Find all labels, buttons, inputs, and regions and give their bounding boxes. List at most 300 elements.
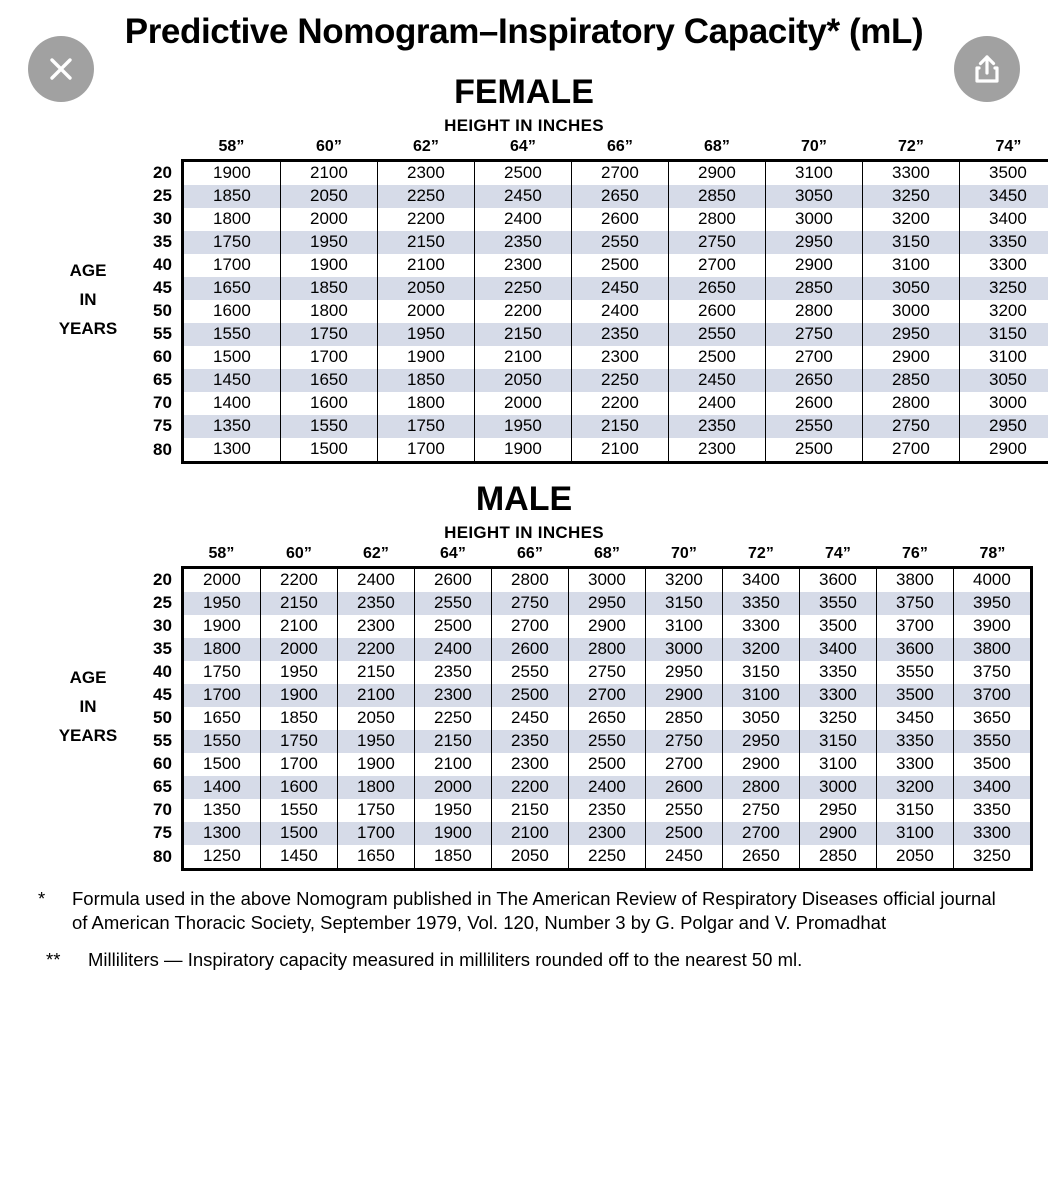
table-cell: 3550	[953, 730, 1031, 753]
table-cell: 2850	[799, 845, 876, 870]
table-cell: 1800	[377, 392, 474, 415]
table-cell: 3100	[765, 160, 862, 185]
table-cell: 2700	[645, 753, 722, 776]
table-row	[152, 346, 1048, 369]
column-header: 70”	[801, 137, 827, 155]
table-cell: 1750	[337, 799, 414, 822]
close-button[interactable]	[28, 36, 94, 102]
column-header: 70”	[671, 544, 697, 562]
table-cell: 2950	[765, 231, 862, 254]
row-age-label: 70	[152, 799, 182, 822]
age-axis-line-3: YEARS	[58, 726, 118, 746]
height-header-male: HEIGHT IN INCHES	[444, 522, 604, 542]
age-axis-label-female	[24, 257, 152, 344]
column-header: 68”	[594, 544, 620, 562]
table-cell: 3150	[959, 323, 1048, 346]
table-cell: 2200	[337, 638, 414, 661]
table-cell: 2750	[722, 799, 799, 822]
table-cell: 2350	[668, 415, 765, 438]
table-cell: 3400	[953, 776, 1031, 799]
share-icon	[972, 53, 1002, 85]
table-cell: 2600	[491, 638, 568, 661]
table-cell: 1650	[182, 277, 280, 300]
table-cell: 1900	[182, 160, 280, 185]
table-cell: 1500	[280, 438, 377, 463]
table-cell: 2300	[414, 684, 491, 707]
table-cell: 2900	[568, 615, 645, 638]
table-cell: 2650	[668, 277, 765, 300]
table-cell: 3150	[645, 592, 722, 615]
table-cell: 3350	[799, 661, 876, 684]
table-cell: 2500	[645, 822, 722, 845]
table-cell: 2500	[668, 346, 765, 369]
column-header: 74”	[825, 544, 851, 562]
table-header-row	[152, 545, 1031, 568]
column-header: 60”	[286, 544, 312, 562]
table-cell: 1400	[182, 776, 260, 799]
table-cell: 1850	[377, 369, 474, 392]
table-cell: 1700	[377, 438, 474, 463]
table-cell: 2750	[568, 661, 645, 684]
table-cell: 2150	[377, 231, 474, 254]
row-age-label: 40	[152, 661, 182, 684]
table-cell: 2650	[765, 369, 862, 392]
table-cell: 2600	[668, 300, 765, 323]
table-cell: 1700	[182, 254, 280, 277]
corner-cell	[152, 138, 182, 161]
table-cell: 1400	[182, 392, 280, 415]
table-cell: 2900	[799, 822, 876, 845]
row-age-label: 60	[152, 346, 182, 369]
column-header: 64”	[440, 544, 466, 562]
table-cell: 3100	[862, 254, 959, 277]
table-cell: 1350	[182, 799, 260, 822]
table-row	[152, 753, 1031, 776]
table-cell: 1950	[260, 661, 337, 684]
table-cell: 1450	[182, 369, 280, 392]
table-cell: 2100	[280, 160, 377, 185]
table-cell: 2150	[474, 323, 571, 346]
table-cell: 3250	[953, 845, 1031, 870]
table-cell: 2250	[414, 707, 491, 730]
table-cell: 1800	[337, 776, 414, 799]
table-cell: 3550	[799, 592, 876, 615]
table-cell: 2050	[474, 369, 571, 392]
table-cell: 3150	[799, 730, 876, 753]
table-cell: 2350	[568, 799, 645, 822]
table-cell: 2200	[260, 567, 337, 592]
table-cell: 2450	[571, 277, 668, 300]
table-cell: 3250	[862, 185, 959, 208]
table-cell: 3300	[862, 160, 959, 185]
table-cell: 1700	[280, 346, 377, 369]
nomogram-table-female	[152, 138, 1048, 464]
table-cell: 2850	[765, 277, 862, 300]
table-header-row	[152, 138, 1048, 161]
table-cell: 1750	[260, 730, 337, 753]
table-cell: 2250	[568, 845, 645, 870]
table-cell: 2700	[722, 822, 799, 845]
table-cell: 2850	[668, 185, 765, 208]
table-cell: 2150	[337, 661, 414, 684]
table-cell: 2950	[568, 592, 645, 615]
row-age-label: 70	[152, 392, 182, 415]
table-cell: 1950	[377, 323, 474, 346]
column-header: 62”	[363, 544, 389, 562]
table-row	[152, 185, 1048, 208]
table-cell: 2600	[765, 392, 862, 415]
table-body-female	[152, 160, 1048, 462]
height-header-female: HEIGHT IN INCHES	[444, 115, 604, 135]
table-row	[152, 684, 1031, 707]
age-axis-line-1: AGE	[69, 261, 107, 281]
row-age-label: 20	[152, 567, 182, 592]
table-cell: 2300	[337, 615, 414, 638]
age-axis-line-2: IN	[79, 290, 97, 310]
table-row	[152, 661, 1031, 684]
row-age-label: 35	[152, 231, 182, 254]
age-axis-line-2: IN	[79, 697, 97, 717]
table-cell: 1550	[182, 730, 260, 753]
table-cell: 2500	[765, 438, 862, 463]
footnote-text: Formula used in the above Nomogram published in The American Review of Respiratory Diseases official journal of American Thoracic Society, September 1979, Vol. 120, Number 3 by G. Polgar and V. Promadhat	[72, 887, 996, 934]
column-header: 64”	[510, 137, 536, 155]
table-cell: 2900	[862, 346, 959, 369]
table-cell: 1850	[280, 277, 377, 300]
table-cell: 4000	[953, 567, 1031, 592]
table-cell: 3350	[959, 231, 1048, 254]
column-header: 58”	[218, 137, 245, 155]
table-cell: 2250	[474, 277, 571, 300]
table-cell: 2350	[571, 323, 668, 346]
table-cell: 2500	[491, 684, 568, 707]
table-cell: 2700	[862, 438, 959, 463]
table-cell: 2500	[568, 753, 645, 776]
table-cell: 3150	[722, 661, 799, 684]
table-cell: 3750	[876, 592, 953, 615]
table-cell: 2400	[571, 300, 668, 323]
table-cell: 1800	[280, 300, 377, 323]
table-cell: 3800	[876, 567, 953, 592]
column-header: 74”	[995, 137, 1022, 155]
table-cell: 2100	[337, 684, 414, 707]
table-row	[152, 438, 1048, 463]
table-cell: 2700	[491, 615, 568, 638]
table-cell: 3100	[799, 753, 876, 776]
table-cell: 2600	[645, 776, 722, 799]
table-row	[152, 369, 1048, 392]
table-cell: 2850	[645, 707, 722, 730]
table-cell: 2950	[722, 730, 799, 753]
table-cell: 1950	[474, 415, 571, 438]
table-cell: 1700	[337, 822, 414, 845]
table-cell: 2650	[722, 845, 799, 870]
table-cell: 3200	[876, 776, 953, 799]
table-cell: 2750	[491, 592, 568, 615]
table-cell: 3300	[953, 822, 1031, 845]
table-cell: 1550	[182, 323, 280, 346]
table-cell: 3400	[722, 567, 799, 592]
table-cell: 2350	[337, 592, 414, 615]
table-cell: 2600	[414, 567, 491, 592]
table-cell: 3300	[959, 254, 1048, 277]
table-cell: 2200	[377, 208, 474, 231]
nomogram-table-male	[152, 545, 1033, 871]
table-cell: 1650	[182, 707, 260, 730]
table-cell: 3050	[722, 707, 799, 730]
row-age-label: 25	[152, 185, 182, 208]
table-cell: 2550	[568, 730, 645, 753]
table-cell: 1500	[182, 346, 280, 369]
table-cell: 2700	[765, 346, 862, 369]
age-axis-line-1: AGE	[69, 668, 107, 688]
table-cell: 1950	[182, 592, 260, 615]
table-cell: 3500	[876, 684, 953, 707]
table-cell: 2800	[491, 567, 568, 592]
table-cell: 2900	[959, 438, 1048, 463]
table-cell: 2200	[474, 300, 571, 323]
table-cell: 2650	[568, 707, 645, 730]
table-cell: 3150	[862, 231, 959, 254]
table-cell: 2800	[722, 776, 799, 799]
table-cell: 3750	[953, 661, 1031, 684]
table-cell: 2400	[568, 776, 645, 799]
table-cell: 3200	[722, 638, 799, 661]
table-cell: 1800	[182, 638, 260, 661]
table-cell: 2600	[571, 208, 668, 231]
row-age-label: 30	[152, 208, 182, 231]
footnotes	[0, 887, 1048, 973]
table-row	[152, 300, 1048, 323]
table-cell: 1950	[414, 799, 491, 822]
column-header: 58”	[208, 544, 235, 562]
table-cell: 2050	[280, 185, 377, 208]
table-cell: 2900	[765, 254, 862, 277]
table-cell: 3050	[862, 277, 959, 300]
table-cell: 3600	[876, 638, 953, 661]
table-cell: 2400	[337, 567, 414, 592]
table-cell: 2050	[337, 707, 414, 730]
table-cell: 3350	[722, 592, 799, 615]
table-row	[152, 799, 1031, 822]
table-cell: 2000	[414, 776, 491, 799]
table-cell: 1750	[377, 415, 474, 438]
table-cell: 2750	[862, 415, 959, 438]
table-cell: 2300	[491, 753, 568, 776]
table-cell: 2550	[645, 799, 722, 822]
row-age-label: 50	[152, 707, 182, 730]
table-cell: 2250	[571, 369, 668, 392]
table-row	[152, 845, 1031, 870]
table-cell: 1550	[260, 799, 337, 822]
table-cell: 2000	[182, 567, 260, 592]
table-cell: 3000	[862, 300, 959, 323]
table-cell: 1750	[182, 231, 280, 254]
table-cell: 2900	[645, 684, 722, 707]
table-cell: 3600	[799, 567, 876, 592]
table-cell: 1650	[337, 845, 414, 870]
table-cell: 1900	[414, 822, 491, 845]
table-row	[152, 160, 1048, 185]
table-cell: 3250	[959, 277, 1048, 300]
table-cell: 3350	[953, 799, 1031, 822]
table-cell: 3000	[959, 392, 1048, 415]
row-age-label: 65	[152, 776, 182, 799]
table-cell: 3450	[876, 707, 953, 730]
column-header: 72”	[748, 544, 774, 562]
table-cell: 2300	[668, 438, 765, 463]
table-cell: 3300	[876, 753, 953, 776]
table-cell: 1500	[182, 753, 260, 776]
table-row	[152, 392, 1048, 415]
table-cell: 2100	[571, 438, 668, 463]
table-cell: 2850	[862, 369, 959, 392]
table-cell: 2550	[668, 323, 765, 346]
table-row	[152, 231, 1048, 254]
table-cell: 3800	[953, 638, 1031, 661]
table-row	[152, 592, 1031, 615]
row-age-label: 80	[152, 438, 182, 463]
table-cell: 1900	[260, 684, 337, 707]
row-age-label: 75	[152, 415, 182, 438]
table-cell: 2450	[491, 707, 568, 730]
row-age-label: 50	[152, 300, 182, 323]
table-cell: 1750	[182, 661, 260, 684]
table-cell: 1650	[280, 369, 377, 392]
table-cell: 1850	[182, 185, 280, 208]
table-cell: 2950	[862, 323, 959, 346]
table-cell: 1600	[260, 776, 337, 799]
table-row	[152, 323, 1048, 346]
table-block-female	[0, 138, 1048, 464]
table-cell: 3300	[799, 684, 876, 707]
table-cell: 2100	[491, 822, 568, 845]
column-header: 68”	[704, 137, 730, 155]
share-button[interactable]	[954, 36, 1020, 102]
table-cell: 2100	[377, 254, 474, 277]
row-age-label: 75	[152, 822, 182, 845]
table-cell: 2000	[474, 392, 571, 415]
table-cell: 2550	[765, 415, 862, 438]
table-cell: 2700	[571, 160, 668, 185]
table-cell: 2300	[568, 822, 645, 845]
row-age-label: 45	[152, 684, 182, 707]
table-cell: 1850	[260, 707, 337, 730]
table-cell: 2450	[645, 845, 722, 870]
table-cell: 2300	[377, 160, 474, 185]
table-cell: 1900	[377, 346, 474, 369]
row-age-label: 60	[152, 753, 182, 776]
table-cell: 2750	[668, 231, 765, 254]
row-age-label: 55	[152, 323, 182, 346]
row-age-label: 30	[152, 615, 182, 638]
table-cell: 2950	[799, 799, 876, 822]
table-cell: 2000	[280, 208, 377, 231]
table-cell: 2150	[491, 799, 568, 822]
table-cell: 1850	[414, 845, 491, 870]
table-cell: 2500	[571, 254, 668, 277]
table-cell: 1900	[280, 254, 377, 277]
table-cell: 3400	[959, 208, 1048, 231]
table-cell: 1250	[182, 845, 260, 870]
table-cell: 2550	[491, 661, 568, 684]
column-header: 62”	[413, 137, 439, 155]
row-age-label: 40	[152, 254, 182, 277]
table-cell: 1900	[337, 753, 414, 776]
table-cell: 2750	[765, 323, 862, 346]
table-cell: 2150	[571, 415, 668, 438]
table-cell: 3200	[862, 208, 959, 231]
page-title: Predictive Nomogram–Inspiratory Capacity* (mL)	[124, 12, 924, 51]
table-row	[152, 638, 1031, 661]
table-cell: 1750	[280, 323, 377, 346]
table-cell: 3300	[722, 615, 799, 638]
table-cell: 1800	[182, 208, 280, 231]
column-header: 66”	[607, 137, 633, 155]
table-cell: 3700	[953, 684, 1031, 707]
footnote-text: Milliliters — Inspiratory capacity measured in milliliters rounded off to the nearest 50 ml.	[88, 948, 803, 970]
row-age-label: 35	[152, 638, 182, 661]
table-cell: 3150	[876, 799, 953, 822]
table-cell: 2100	[260, 615, 337, 638]
table-cell: 2450	[668, 369, 765, 392]
table-cell: 1700	[260, 753, 337, 776]
table-cell: 2100	[414, 753, 491, 776]
table-cell: 2000	[377, 300, 474, 323]
column-header: 66”	[517, 544, 543, 562]
row-age-label: 20	[152, 160, 182, 185]
table-row	[152, 415, 1048, 438]
table-cell: 3000	[568, 567, 645, 592]
table-cell: 2200	[491, 776, 568, 799]
table-cell: 2050	[491, 845, 568, 870]
table-cell: 2900	[722, 753, 799, 776]
age-axis-label-male	[24, 664, 152, 751]
table-cell: 2350	[491, 730, 568, 753]
table-block-male	[0, 545, 1048, 871]
table-cell: 2050	[377, 277, 474, 300]
row-age-label: 80	[152, 845, 182, 870]
table-cell: 2400	[474, 208, 571, 231]
table-row	[152, 822, 1031, 845]
table-cell: 3650	[953, 707, 1031, 730]
table-row	[152, 254, 1048, 277]
close-icon	[46, 54, 76, 84]
table-cell: 1450	[260, 845, 337, 870]
table-row	[152, 707, 1031, 730]
table-cell: 2950	[959, 415, 1048, 438]
table-cell: 1700	[182, 684, 260, 707]
row-age-label: 25	[152, 592, 182, 615]
table-cell: 2700	[668, 254, 765, 277]
table-cell: 3000	[765, 208, 862, 231]
table-cell: 3050	[765, 185, 862, 208]
table-cell: 2200	[571, 392, 668, 415]
column-header: 72”	[898, 137, 924, 155]
table-row	[152, 730, 1031, 753]
table-cell: 1350	[182, 415, 280, 438]
footnote-2	[38, 948, 1014, 973]
table-cell: 2650	[571, 185, 668, 208]
table-cell: 3400	[799, 638, 876, 661]
table-cell: 2400	[668, 392, 765, 415]
table-cell: 2250	[377, 185, 474, 208]
table-cell: 3500	[953, 753, 1031, 776]
table-cell: 1550	[280, 415, 377, 438]
table-cell: 2800	[862, 392, 959, 415]
table-cell: 3200	[645, 567, 722, 592]
table-cell: 1900	[474, 438, 571, 463]
